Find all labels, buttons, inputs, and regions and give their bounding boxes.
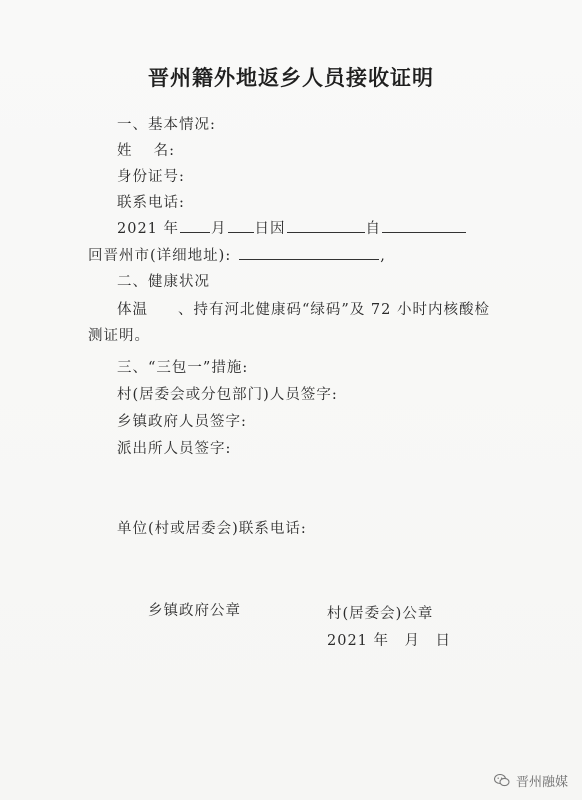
temperature-label: 体温 [117,302,148,318]
document-title: 晋州籍外地返乡人员接收证明 [148,65,434,90]
unit-phone-label: 单位(村或居委会)联系电话: [117,521,307,537]
name-label: 姓 名: [117,143,175,159]
return-address-line [88,244,386,265]
village-signature-label: 村(居委会或分包部门)人员签字: [117,387,338,403]
id-number-label: 身份证号: [117,169,185,185]
day-blank [228,218,254,233]
watermark-text: 晋州融媒 [515,775,568,790]
health-line [117,298,490,319]
month-label: 月 [211,221,227,237]
township-signature-label: 乡镇政府人员签字: [117,414,247,430]
day-because-label: 日因 [254,221,286,237]
section3-heading: 三、“三包一”措施: [117,360,249,376]
date-line: 2021 年 月 日 [327,633,452,649]
address-blank [239,245,379,260]
village-seal-label: 村(居委会)公章 [327,606,434,622]
return-address-label: 回晋州市(详细地址): [88,248,232,264]
section2-heading: 二、健康状况 [117,274,210,290]
return-date-line [117,217,467,238]
wechat-icon [494,774,510,787]
return-end-comma: , [380,248,386,264]
from-label: 自 [365,221,382,237]
watermark [494,771,568,790]
year-prefix: 2021 年 [117,221,180,237]
health-text-continued: 测证明。 [88,328,150,344]
police-signature-label: 派出所人员签字: [117,441,232,457]
reason-blank [287,218,365,233]
health-text: 、持有河北健康码“绿码”及 72 小时内核酸检 [178,302,490,318]
phone-label: 联系电话: [117,195,185,211]
township-seal-label: 乡镇政府公章 [148,603,241,619]
month-blank [180,218,210,233]
origin-blank [382,218,466,233]
section1-heading: 一、基本情况: [117,117,216,133]
